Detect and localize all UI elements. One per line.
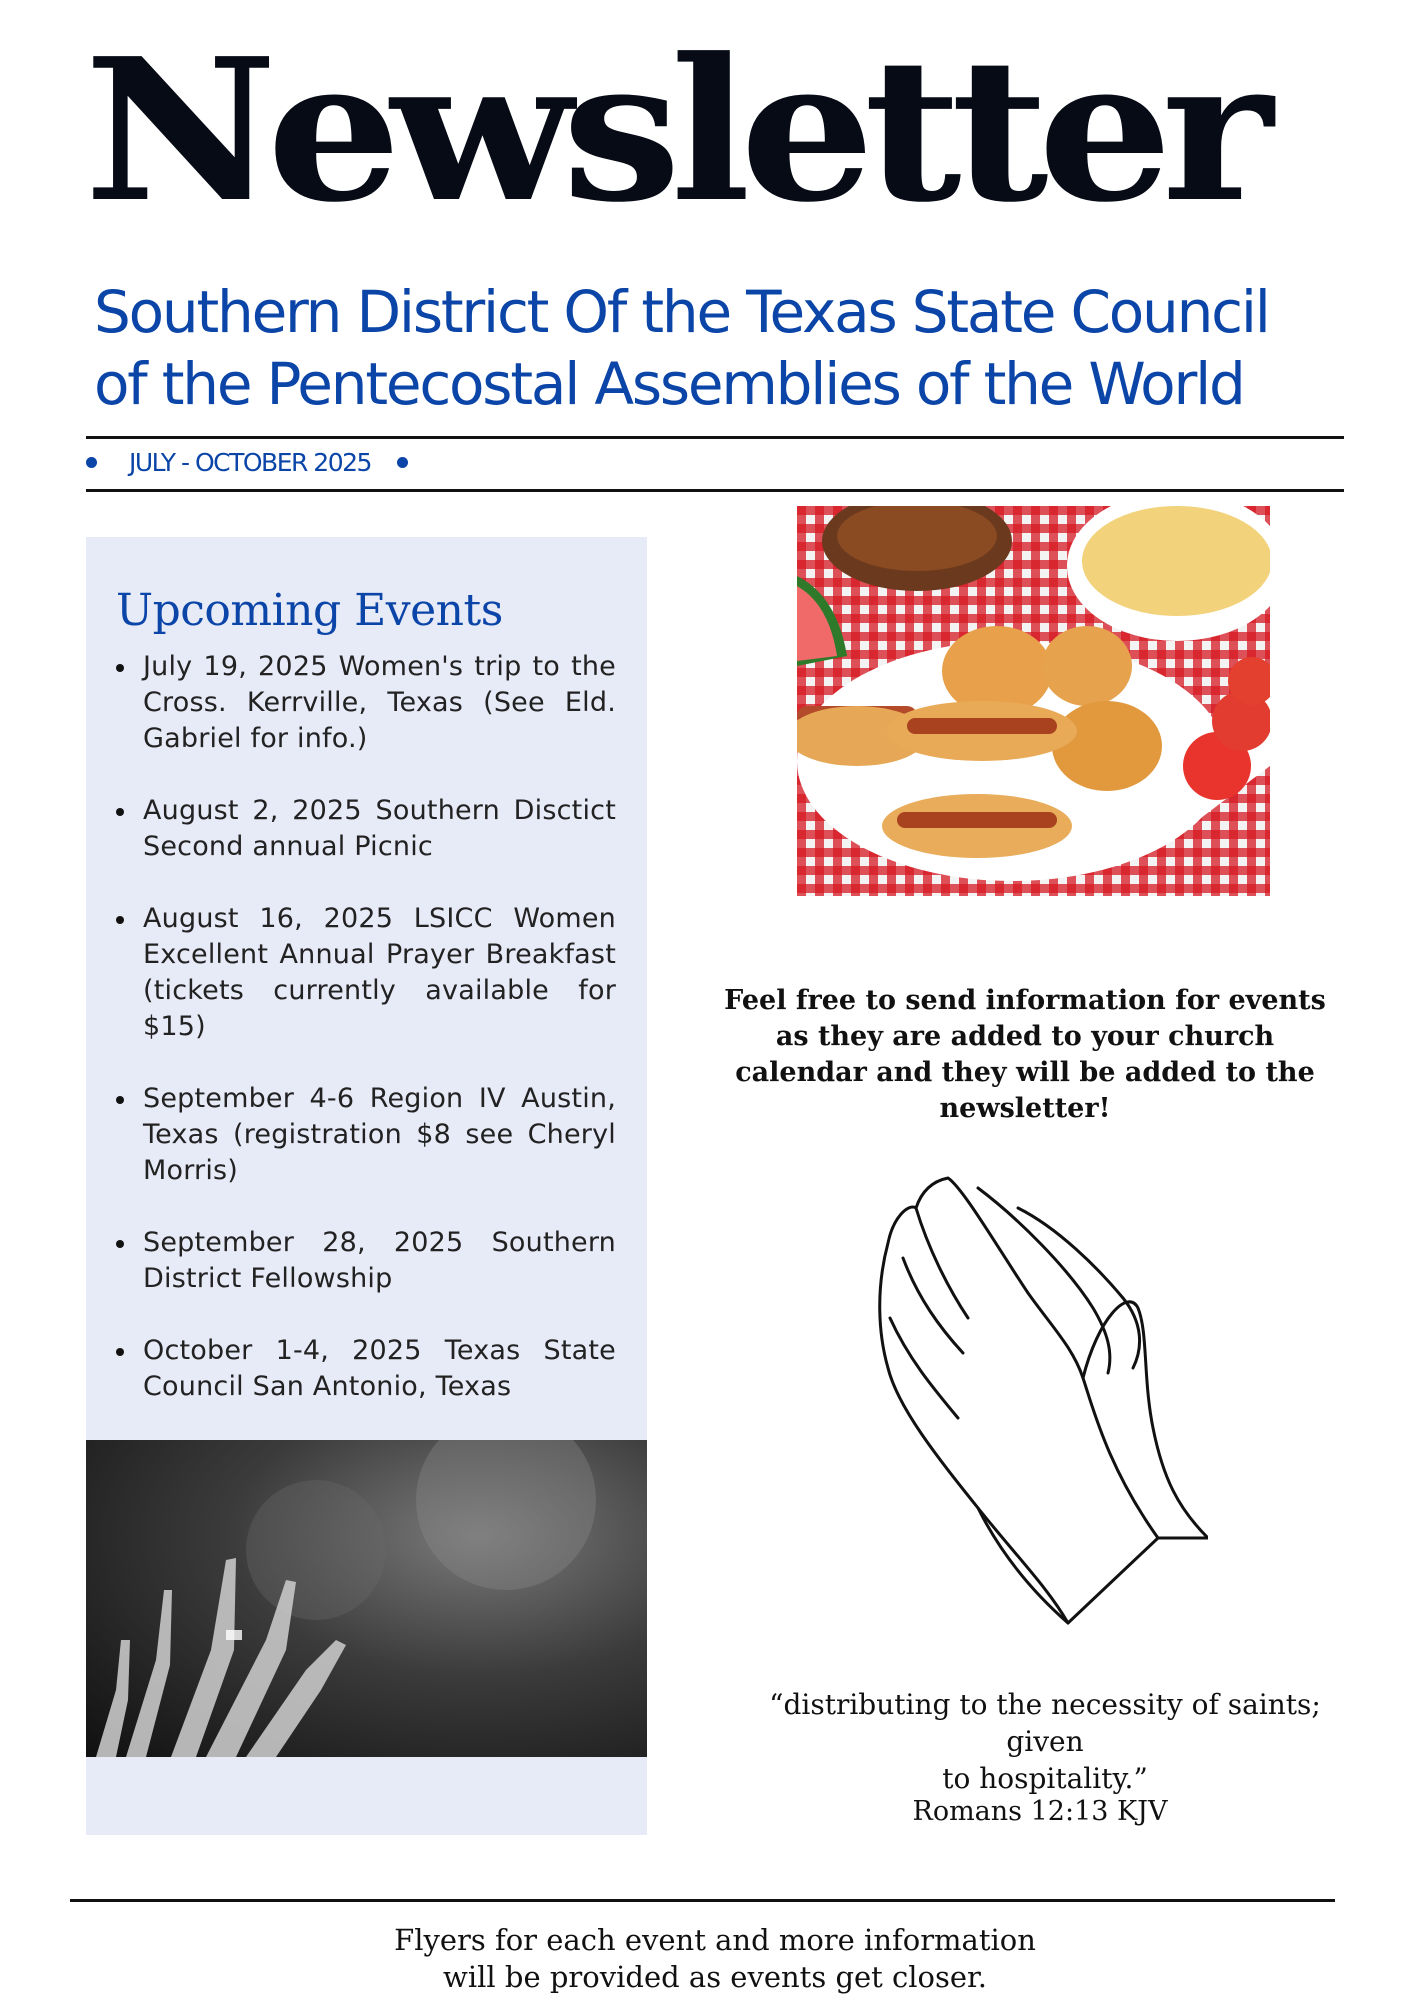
event-item: September 28, 2025 Southern District Fellowship bbox=[116, 1225, 616, 1297]
submission-note: Feel free to send information for events as they are added to your church calendar and they will be added to the newsletter! bbox=[724, 985, 1326, 1124]
footer-line-2: will be provided as events get closer. bbox=[443, 1960, 987, 1994]
header-rule-bottom bbox=[86, 489, 1344, 492]
subtitle-line-2: of the Pentecostal Assemblies of the World bbox=[94, 350, 1244, 418]
date-line bbox=[86, 440, 586, 484]
worship-crowd-photo bbox=[86, 1440, 647, 1757]
raised-hands-illustration bbox=[86, 1440, 647, 1757]
scripture-reference: Romans 12:13 KJV bbox=[912, 1796, 1168, 1827]
events-title: Upcoming Events bbox=[116, 585, 503, 636]
picnic-food-illustration bbox=[797, 506, 1270, 896]
event-item: September 4-6 Region IV Austin, Texas (registration $8 see Cheryl Morris) bbox=[116, 1081, 616, 1189]
organization-subtitle bbox=[94, 276, 1344, 420]
picnic-food-photo bbox=[797, 506, 1270, 896]
event-item: August 16, 2025 LSICC Women Excellent Annual Prayer Breakfast (tickets currently available for $15) bbox=[116, 901, 616, 1045]
upcoming-events-panel bbox=[86, 537, 647, 1835]
quote-line-2: to hospitality.” bbox=[942, 1762, 1148, 1795]
praying-hands-icon bbox=[868, 1168, 1208, 1630]
header-rule-top bbox=[86, 436, 1344, 439]
subtitle-line-1: Southern District Of the Texas State Council bbox=[94, 278, 1269, 346]
footer-line-1: Flyers for each event and more information bbox=[394, 1923, 1036, 1957]
event-item: August 2, 2025 Southern Disctict Second annual Picnic bbox=[116, 793, 616, 865]
newsletter-title: Newsletter bbox=[84, 16, 1263, 246]
scripture-quote bbox=[730, 1686, 1360, 1797]
quote-line-1: “distributing to the necessity of saints; given bbox=[769, 1688, 1321, 1758]
event-item: July 19, 2025 Women's trip to the Cross. Kerrville, Texas (See Eld. Gabriel for info.) bbox=[116, 649, 616, 757]
event-item: October 1-4, 2025 Texas State Council San Antonio, Texas bbox=[116, 1333, 616, 1405]
bullet-dot-left bbox=[86, 457, 97, 468]
events-list bbox=[116, 649, 616, 1441]
footer-note bbox=[300, 1922, 1130, 1996]
footer-rule bbox=[70, 1899, 1335, 1902]
date-range: JULY - OCTOBER 2025 bbox=[129, 447, 371, 477]
bullet-dot-right bbox=[397, 457, 408, 468]
